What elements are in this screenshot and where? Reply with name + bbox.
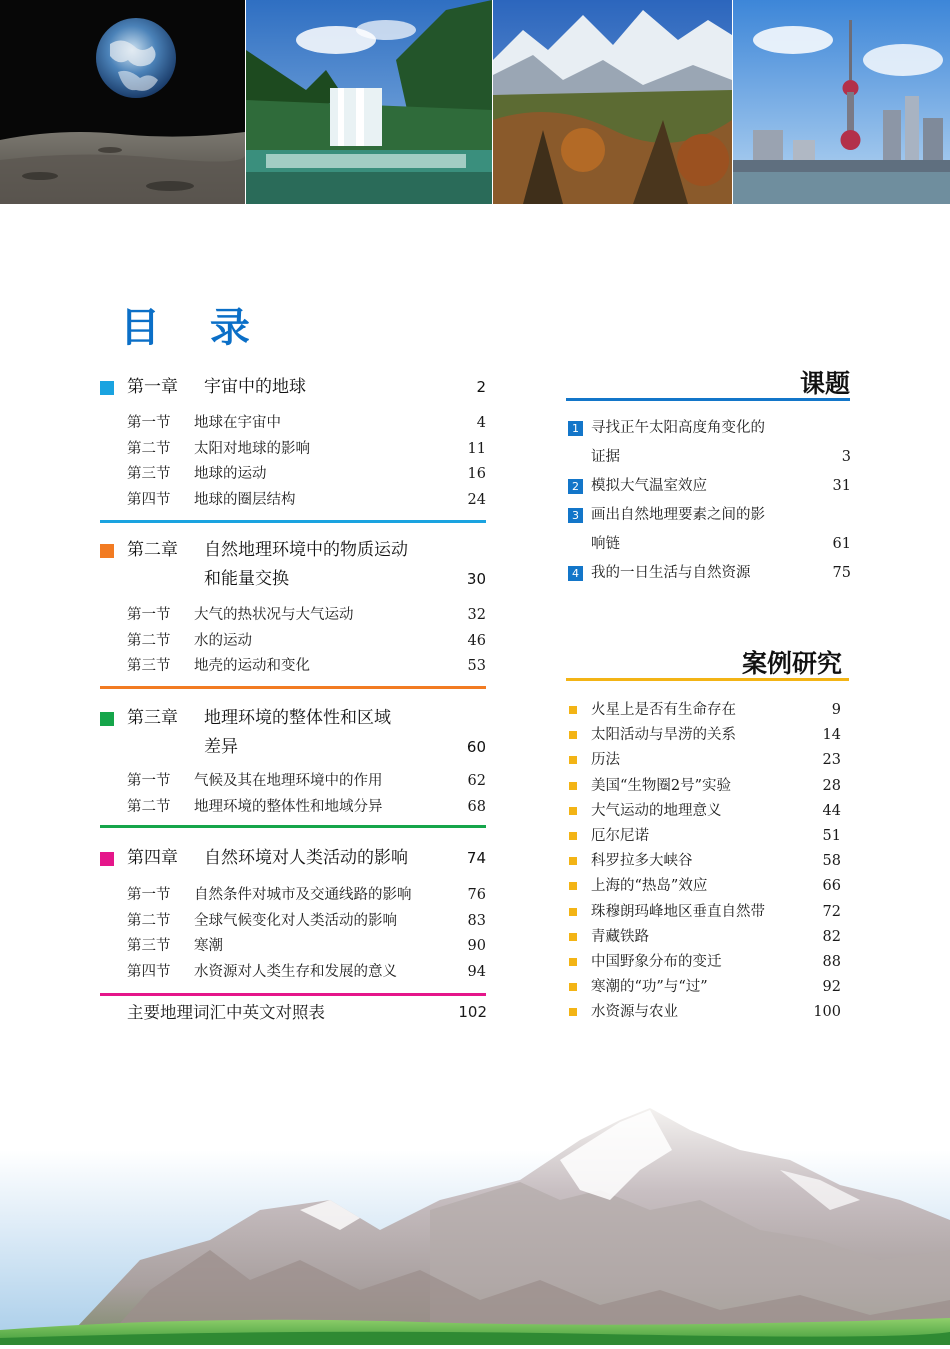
bullet-icon <box>569 983 577 991</box>
chapter-2-divider <box>100 686 486 689</box>
mountain-illustration <box>0 1090 950 1345</box>
chapter-page: 74 <box>466 849 486 867</box>
chapter-2-heading[interactable] <box>100 536 486 594</box>
section-title: 地壳的运动和变化 <box>194 658 310 674</box>
section-page: 83 <box>467 912 486 929</box>
section-row[interactable] <box>127 462 486 488</box>
case-item[interactable] <box>566 698 841 723</box>
case-page: 88 <box>822 953 841 970</box>
section-label: 第一节 <box>127 887 171 903</box>
section-page: 68 <box>467 798 486 815</box>
section-title: 地球的运动 <box>194 466 267 482</box>
section-title: 水的运动 <box>194 632 252 649</box>
case-item[interactable] <box>566 748 841 773</box>
chapter-2-marker <box>100 544 114 558</box>
case-page: 58 <box>822 853 841 870</box>
section-title: 全球气候变化对人类活动的影响 <box>194 912 397 929</box>
case-title: 寒潮的“功”与“过” <box>591 979 708 996</box>
section-title: 寒潮 <box>194 938 223 954</box>
section-row[interactable] <box>127 909 486 935</box>
bullet-icon <box>569 908 577 916</box>
section-title: 气候及其在地理环境中的作用 <box>194 773 383 789</box>
case-item[interactable] <box>566 925 841 950</box>
section-row[interactable] <box>127 883 486 909</box>
section-row[interactable] <box>127 603 486 629</box>
section-title: 地理环境的整体性和地域分异 <box>194 798 383 815</box>
section-label: 第二节 <box>127 798 171 815</box>
section-title: 地球的圈层结构 <box>194 491 296 508</box>
chapter-3 <box>100 704 486 815</box>
case-page: 23 <box>822 752 841 769</box>
topic-item-continued[interactable] <box>566 530 851 559</box>
chapter-title <box>204 704 454 762</box>
bullet-icon <box>569 782 577 790</box>
topics-divider <box>566 398 850 401</box>
section-page: 16 <box>467 466 486 482</box>
cases-divider <box>566 678 849 681</box>
case-title: 厄尔尼诺 <box>591 827 649 844</box>
bullet-icon <box>569 958 577 966</box>
case-page: 72 <box>822 903 841 920</box>
case-page: 66 <box>822 878 841 895</box>
case-item[interactable] <box>566 824 841 849</box>
photo-strip <box>0 0 950 204</box>
topic-page: 3 <box>841 449 851 465</box>
cases-list <box>566 698 841 1025</box>
case-item[interactable] <box>566 799 841 824</box>
topic-page: 75 <box>832 565 851 581</box>
chapter-title-line-2: 差异 <box>204 737 238 757</box>
earthrise-photo <box>0 0 245 204</box>
bullet-icon <box>569 731 577 739</box>
city-skyline-photo <box>733 0 950 204</box>
case-title: 历法 <box>591 752 620 769</box>
section-page: 53 <box>467 658 486 674</box>
case-item[interactable] <box>566 950 841 975</box>
chapter-1-sections <box>127 411 486 513</box>
topic-title: 寻找正午太阳高度角变化的 <box>591 420 765 436</box>
cases-heading: 案例研究 <box>741 649 842 678</box>
chapter-page: 2 <box>476 378 486 396</box>
topic-number: 3 <box>568 508 583 523</box>
section-row[interactable] <box>127 488 486 514</box>
chapter-title-line-1: 自然地理环境中的物质运动 <box>204 540 408 560</box>
bullet-icon <box>569 807 577 815</box>
chapter-title-line-2: 和能量交换 <box>204 569 289 589</box>
case-page: 92 <box>822 979 841 996</box>
bullet-icon <box>569 857 577 865</box>
section-label: 第二节 <box>127 440 171 457</box>
chapter-3-divider <box>100 825 486 828</box>
bullet-icon <box>569 1008 577 1016</box>
chapter-title <box>204 536 454 594</box>
case-title: 美国“生物圈2号”实验 <box>591 777 732 794</box>
section-label: 第三节 <box>127 658 171 674</box>
section-label: 第三节 <box>127 466 171 482</box>
topic-title-line-2: 证据 <box>591 449 620 465</box>
case-title: 水资源与农业 <box>591 1004 678 1021</box>
chapter-3-marker <box>100 712 114 726</box>
chapter-label: 第一章 <box>127 377 178 397</box>
case-page: 44 <box>822 802 841 819</box>
case-page: 14 <box>822 727 841 744</box>
chapter-1 <box>100 373 486 508</box>
chapter-1-heading[interactable] <box>100 373 486 402</box>
case-title: 上海的“热岛”效应 <box>591 878 708 895</box>
chapter-4 <box>100 844 486 980</box>
case-item[interactable] <box>566 849 841 874</box>
section-label: 第二节 <box>127 912 171 929</box>
section-title: 大气的热状况与大气运动 <box>194 607 354 623</box>
topic-number: 2 <box>568 479 583 494</box>
bullet-icon <box>569 706 577 714</box>
case-title: 中国野象分布的变迁 <box>591 953 722 970</box>
case-title: 科罗拉多大峡谷 <box>591 853 693 870</box>
section-page: 32 <box>467 607 486 623</box>
topic-title: 画出自然地理要素之间的影 <box>591 507 765 523</box>
section-title: 太阳对地球的影响 <box>194 440 310 457</box>
case-page: 51 <box>822 827 841 844</box>
bullet-icon <box>569 882 577 890</box>
section-row[interactable] <box>127 769 486 795</box>
section-page: 46 <box>467 632 486 649</box>
bullet-icon <box>569 832 577 840</box>
topic-number: 1 <box>568 421 583 436</box>
case-item[interactable] <box>566 774 841 799</box>
section-title: 地球在宇宙中 <box>194 415 281 431</box>
chapter-3-heading[interactable] <box>100 704 486 762</box>
section-label: 第一节 <box>127 607 171 623</box>
section-page: 4 <box>476 415 486 431</box>
chapter-page: 30 <box>466 570 486 588</box>
toc-title: 目 录 <box>120 305 268 351</box>
bullet-icon <box>569 933 577 941</box>
chapter-title: 自然环境对人类活动的影响 <box>204 848 408 868</box>
section-label: 第四节 <box>127 491 171 508</box>
chapter-4-sections <box>127 883 486 985</box>
case-title: 珠穆朗玛峰地区垂直自然带 <box>591 903 765 920</box>
chapter-page: 60 <box>466 738 486 756</box>
chapter-2-sections <box>127 603 486 680</box>
chapter-label: 第三章 <box>127 708 178 728</box>
chapter-4-divider <box>100 993 486 996</box>
section-title: 自然条件对城市及交通线路的影响 <box>194 887 412 903</box>
topic-page: 31 <box>832 478 851 494</box>
section-label: 第一节 <box>127 415 171 431</box>
glossary-entry[interactable] <box>127 1000 487 1025</box>
section-label: 第一节 <box>127 773 171 789</box>
topic-item[interactable] <box>566 414 851 443</box>
topic-item[interactable] <box>566 472 851 501</box>
section-row[interactable] <box>127 960 486 986</box>
topic-number: 4 <box>568 566 583 581</box>
section-label: 第二节 <box>127 632 171 649</box>
topics-heading: 课题 <box>799 369 850 398</box>
case-title: 火星上是否有生命存在 <box>591 702 736 718</box>
glossary-label: 主要地理词汇中英文对照表 <box>127 1003 325 1022</box>
section-page: 90 <box>467 938 486 954</box>
case-page: 28 <box>822 777 841 794</box>
section-page: 24 <box>467 491 486 508</box>
waterfall-photo <box>246 0 492 204</box>
case-page: 82 <box>822 928 841 945</box>
chapter-1-divider <box>100 520 486 523</box>
topic-title: 我的一日生活与自然资源 <box>591 565 751 581</box>
section-row[interactable] <box>127 437 486 463</box>
section-row[interactable] <box>127 795 486 821</box>
chapter-1-marker <box>100 381 114 395</box>
chapter-label: 第二章 <box>127 540 178 560</box>
case-item[interactable] <box>566 900 841 925</box>
section-label: 第三节 <box>127 938 171 954</box>
topic-page: 61 <box>832 536 851 552</box>
chapter-title: 宇宙中的地球 <box>204 377 306 397</box>
snow-mountain-photo <box>493 0 732 204</box>
case-title: 大气运动的地理意义 <box>591 802 722 819</box>
topic-title-line-2: 响链 <box>591 536 620 552</box>
section-page: 94 <box>467 963 486 980</box>
section-page: 76 <box>467 887 486 903</box>
section-page: 62 <box>467 773 486 789</box>
case-item[interactable] <box>566 1000 841 1025</box>
section-row[interactable] <box>127 654 486 680</box>
chapter-3-sections <box>127 769 486 820</box>
bullet-icon <box>569 756 577 764</box>
case-page: 9 <box>831 702 841 718</box>
section-title: 水资源对人类生存和发展的意义 <box>194 963 397 980</box>
case-title: 青藏铁路 <box>591 928 649 945</box>
topic-item-continued[interactable] <box>566 443 851 472</box>
glossary-page: 102 <box>458 1003 487 1021</box>
case-title: 太阳活动与旱涝的关系 <box>591 727 736 744</box>
topics-list <box>566 414 851 588</box>
case-page: 100 <box>813 1004 841 1021</box>
section-label: 第四节 <box>127 963 171 980</box>
topic-title: 模拟大气温室效应 <box>591 478 707 494</box>
chapter-4-marker <box>100 852 114 866</box>
chapter-title-line-1: 地理环境的整体性和区域 <box>204 708 391 728</box>
case-item[interactable] <box>566 975 841 1000</box>
topic-item[interactable] <box>566 501 851 530</box>
case-item[interactable] <box>566 874 841 899</box>
section-row[interactable] <box>127 411 486 437</box>
section-row[interactable] <box>127 934 486 960</box>
section-page: 11 <box>467 440 486 457</box>
topic-item[interactable] <box>566 559 851 588</box>
chapter-4-heading[interactable] <box>100 844 486 873</box>
case-item[interactable] <box>566 723 841 748</box>
chapter-2 <box>100 536 486 674</box>
chapter-label: 第四章 <box>127 848 178 868</box>
section-row[interactable] <box>127 629 486 655</box>
